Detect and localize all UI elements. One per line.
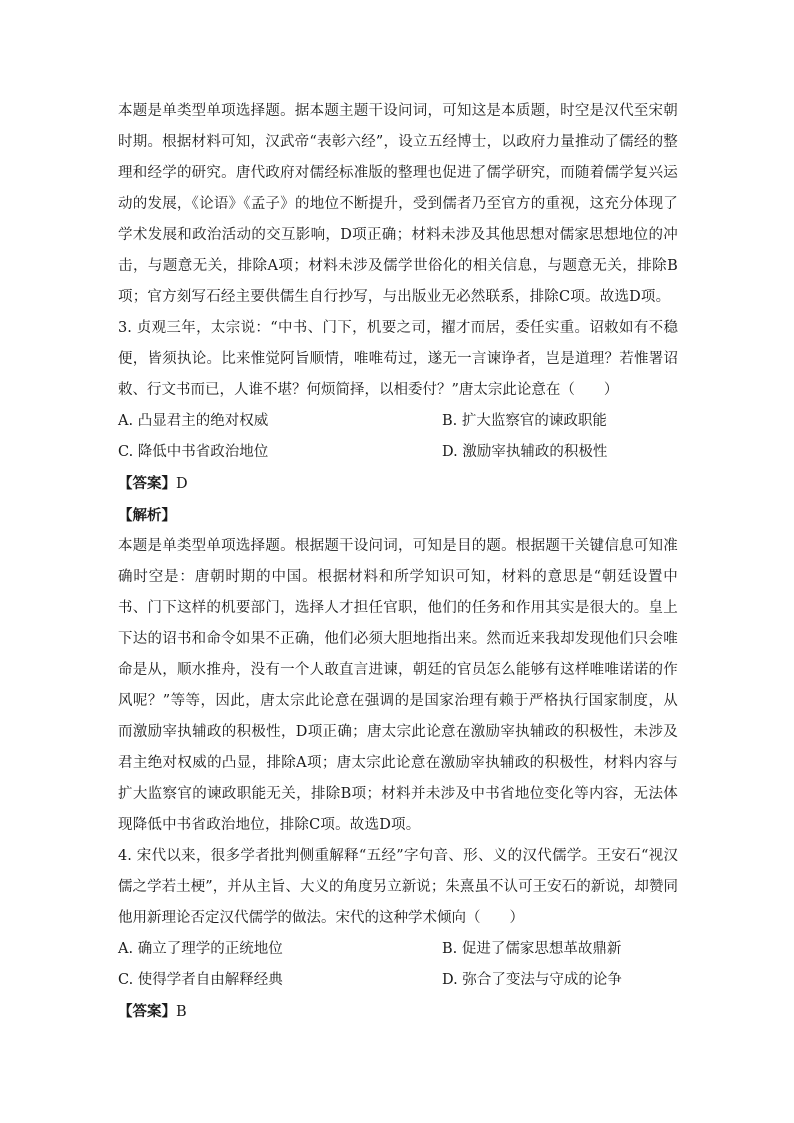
q3-option-d[interactable]: D. 激励宰执辅政的积极性 <box>442 444 608 460</box>
q4-stem: 4. 宋代以来，很多学者批判侧重解释“五经”字句音、形、义的汉代儒学。王安石“视汉儒之学若土梗”，并从主旨、大义的角度另立新说；朱熹虽不认可王安石的新说，却赞同他用新理论否定汉代儒学的做法。宋代的这种学术倾向（ ） <box>118 848 678 926</box>
q3-stem: 3. 贞观三年，太宗说：“中书、门下，机要之司，擢才而居，委任实重。诏敕如有不稳便，皆须执论。比来惟觉阿旨顺情，唯唯苟过，遂无一言谏诤者，岂是道理？若惟署诏敕、行文书而已，人谁不堪？何烦简择，以相委付？”唐太宗此论意在（ ） <box>118 320 678 398</box>
q3-option-a[interactable]: A. 凸显君主的绝对权威 <box>118 413 269 429</box>
q3-option-b[interactable]: B. 扩大监察官的谏政职能 <box>442 413 607 429</box>
q4-answer-value: B <box>176 1004 187 1020</box>
q3-answer <box>118 468 678 500</box>
q3-answer-value: D <box>176 476 188 492</box>
q4-option-row-2 <box>118 965 678 996</box>
q3-explanation: 本题是单类型单项选择题。根据题干设问词，可知是目的题。根据题干关键信息可知准确时空是：唐朝时期的中国。根据材料和所学知识可知，材料的意思是“朝廷设置中书、门下这样的机要部门，选择人才担任官职，他们的任务和作用其实是很大的。皇上下达的诏书和命令如果不正确，他们必须大胆地指出来。然而近来我却发现他们只会唯命是从，顺水推舟，没有一个人敢直言进谏，朝廷的官员怎么能够有这样唯唯诺诺的作风呢？”等等，因此，唐太宗此论意在强调的是国家治理有赖于严格执行国家制度，从而激励宰执辅政的积极性，D项正确；唐太宗此论意在激励宰执辅政的积极性，未涉及君主绝对权威的凸显，排除A项；唐太宗此论意在激励宰执辅政的积极性，材料内容与扩大监察官的谏政职能无关，排除B项；材料并未涉及中书省地位变化等内容，无法体现降低中书省政治地位，排除C项。故选D项。 <box>118 538 678 833</box>
q3-option-row-2 <box>118 437 678 468</box>
q2-explanation: 本题是单类型单项选择题。据本题主题干设问词，可知这是本质题，时空是汉代至宋朝时期。根据材料可知，汉武帝“表彰六经”，设立五经博士，以政府力量推动了儒经的整理和经学的研究。唐代政府对儒经标准版的整理也促进了儒学研究，而随着儒学复兴运动的发展，《论语》《孟子》的地位不断提升，受到儒者乃至官方的重视，这充分体现了学术发展和政治活动的交互影响，D项正确；材料未涉及其他思想对儒家思想地位的冲击，与题意无关，排除A项；材料未涉及儒学世俗化的相关信息，与题意无关，排除B项；官方刻写石经主要供儒生自行抄写，与出版业无必然联系，排除C项。故选D项。 <box>118 103 678 305</box>
q3-option-row-1 <box>118 406 678 437</box>
q4-option-d[interactable]: D. 弥合了变法与守成的论争 <box>442 972 622 988</box>
document-page <box>118 96 678 1028</box>
q4-option-row-1 <box>118 934 678 965</box>
q4-option-a[interactable]: A. 确立了理学的正统地位 <box>118 941 283 957</box>
q4-answer-label: 【答案】 <box>118 1003 176 1020</box>
q3-option-c[interactable]: C. 降低中书省政治地位 <box>118 444 269 460</box>
q4-option-c[interactable]: C. 使得学者自由解释经典 <box>118 972 283 988</box>
q3-answer-label: 【答案】 <box>118 475 176 492</box>
q3-analysis-label: 【解析】 <box>118 507 176 524</box>
q4-option-b[interactable]: B. 促进了儒家思想革故鼎新 <box>442 941 622 957</box>
q4-answer <box>118 996 678 1028</box>
